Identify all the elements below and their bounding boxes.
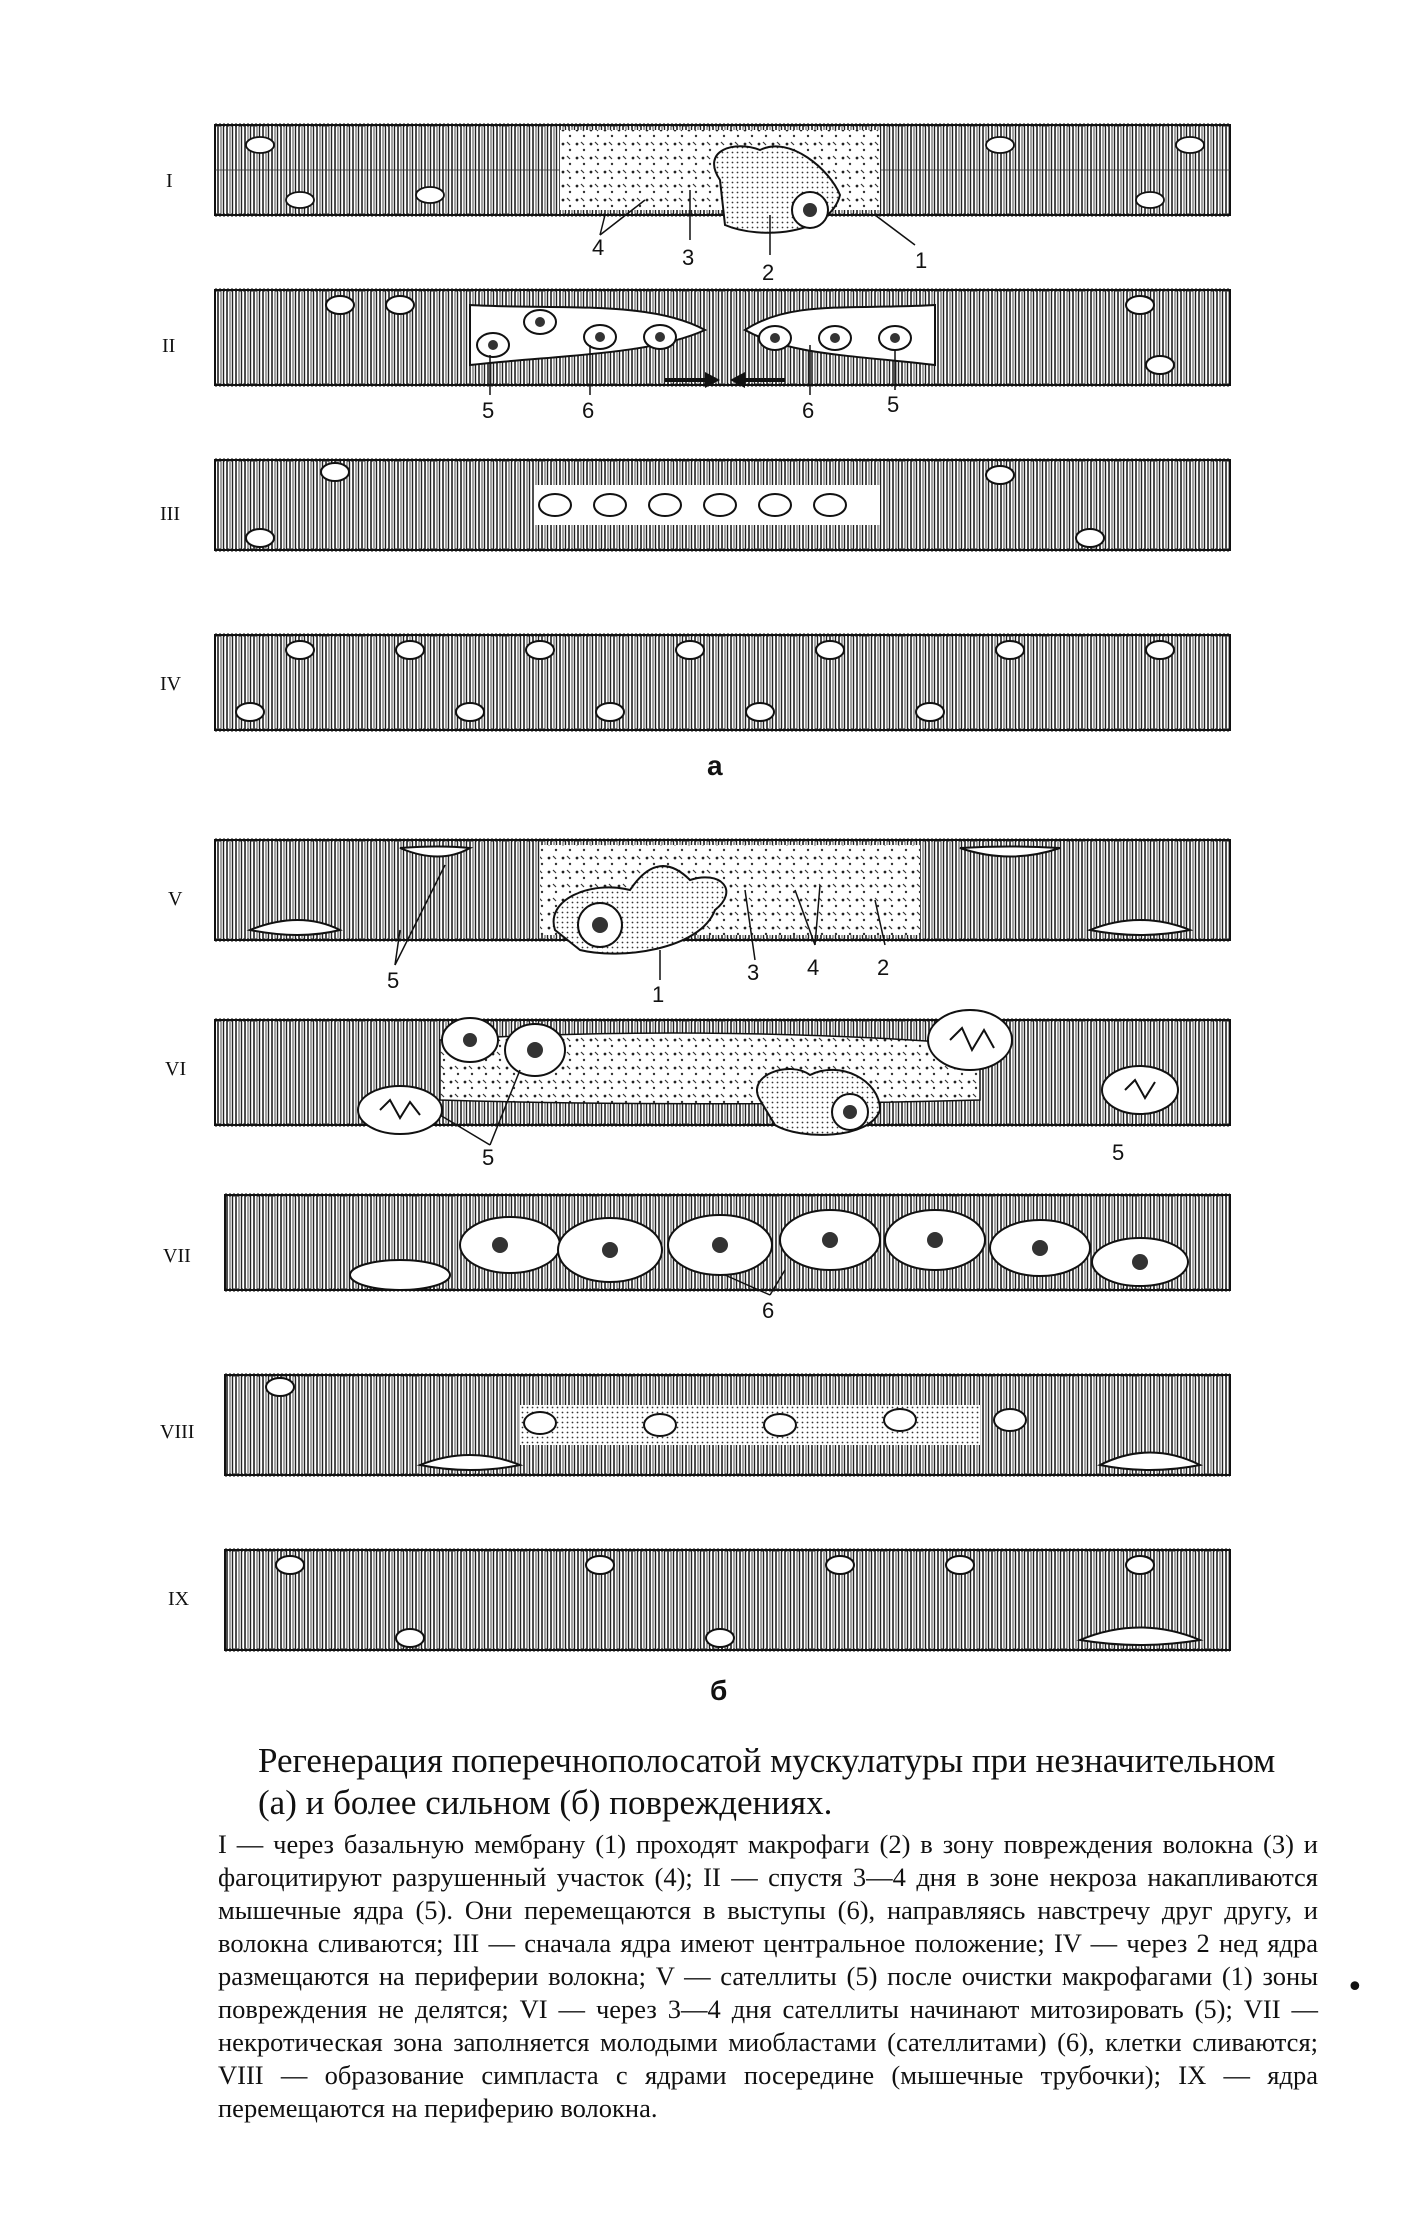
panel-label-V: V xyxy=(168,888,183,910)
panel-VIII xyxy=(160,1375,1230,1475)
panel-label-III: III xyxy=(160,503,180,525)
panel-label-VIII: VIII xyxy=(160,1421,195,1443)
callout-II-5-left: 5 xyxy=(482,398,495,423)
panel-IX xyxy=(168,1550,1230,1650)
callout-V-3: 3 xyxy=(747,960,760,985)
panel-label-VI: VI xyxy=(165,1058,187,1080)
callout-V-5: 5 xyxy=(387,968,400,993)
callout-VI-5-left: 5 xyxy=(482,1145,495,1170)
callout-I-4: 4 xyxy=(592,235,605,260)
callout-V-1: 1 xyxy=(652,982,665,1007)
panel-VI xyxy=(165,1010,1230,1170)
callout-II-6-right: 6 xyxy=(802,398,815,423)
panel-label-IX: IX xyxy=(168,1588,190,1610)
panel-II xyxy=(162,290,1230,423)
panel-IV xyxy=(160,635,1230,730)
panel-label-II: II xyxy=(162,335,176,357)
panel-V xyxy=(168,840,1230,1007)
group-label-a: а xyxy=(707,750,723,781)
callout-V-4: 4 xyxy=(807,955,820,980)
panel-VII xyxy=(163,1195,1230,1323)
callout-VI-5-right: 5 xyxy=(1112,1140,1125,1165)
group-label-b: б xyxy=(710,1675,728,1706)
caption-title: Регенерация поперечнополосатой мускулатуры при незначительном (а) и более сильном (б) повреждениях. xyxy=(258,1741,1276,1822)
callout-V-2: 2 xyxy=(877,955,890,980)
callout-II-5-right: 5 xyxy=(887,392,900,417)
panel-label-VII: VII xyxy=(163,1245,191,1267)
callout-I-3: 3 xyxy=(682,245,695,270)
panel-label-IV: IV xyxy=(160,673,182,695)
callout-I-2: 2 xyxy=(762,260,775,285)
panel-I xyxy=(166,125,1230,285)
panel-label-I: I xyxy=(166,170,173,192)
callout-I-1: 1 xyxy=(915,248,928,273)
stray-mark: • xyxy=(1346,1970,1364,2005)
panel-III xyxy=(160,460,1230,550)
callout-VII-6: 6 xyxy=(762,1298,775,1323)
callout-II-6-left: 6 xyxy=(582,398,595,423)
caption-text: I — через базальную мембрану (1) проходят макрофаги (2) в зону повреждения волокна (3) и фагоцитируют разрушенный участок (4); II — спустя 3—4 дня в зоне некроза накапливаются мышечные ядра (5). Они перемещаются в выступы (6), направляясь навстречу друг другу, и волокна сливаются; III — сначала ядра имеют центральное положение; IV — через 2 нед ядра размещаются на периферии волокна; V — сателлиты (5) после очистки макрофагами (1) зоны повреждения не делятся; VI — через 3—4 дня сателлиты начинают митозировать (5); VII — некротическая зона заполняется молодыми миобластами (сателлитами) (6), клетки сливаются; VIII — образование симпласта с ядрами посередине (мышечные трубочки); IX — ядра перемещаются на периферию волокна. xyxy=(218,1829,1318,2123)
